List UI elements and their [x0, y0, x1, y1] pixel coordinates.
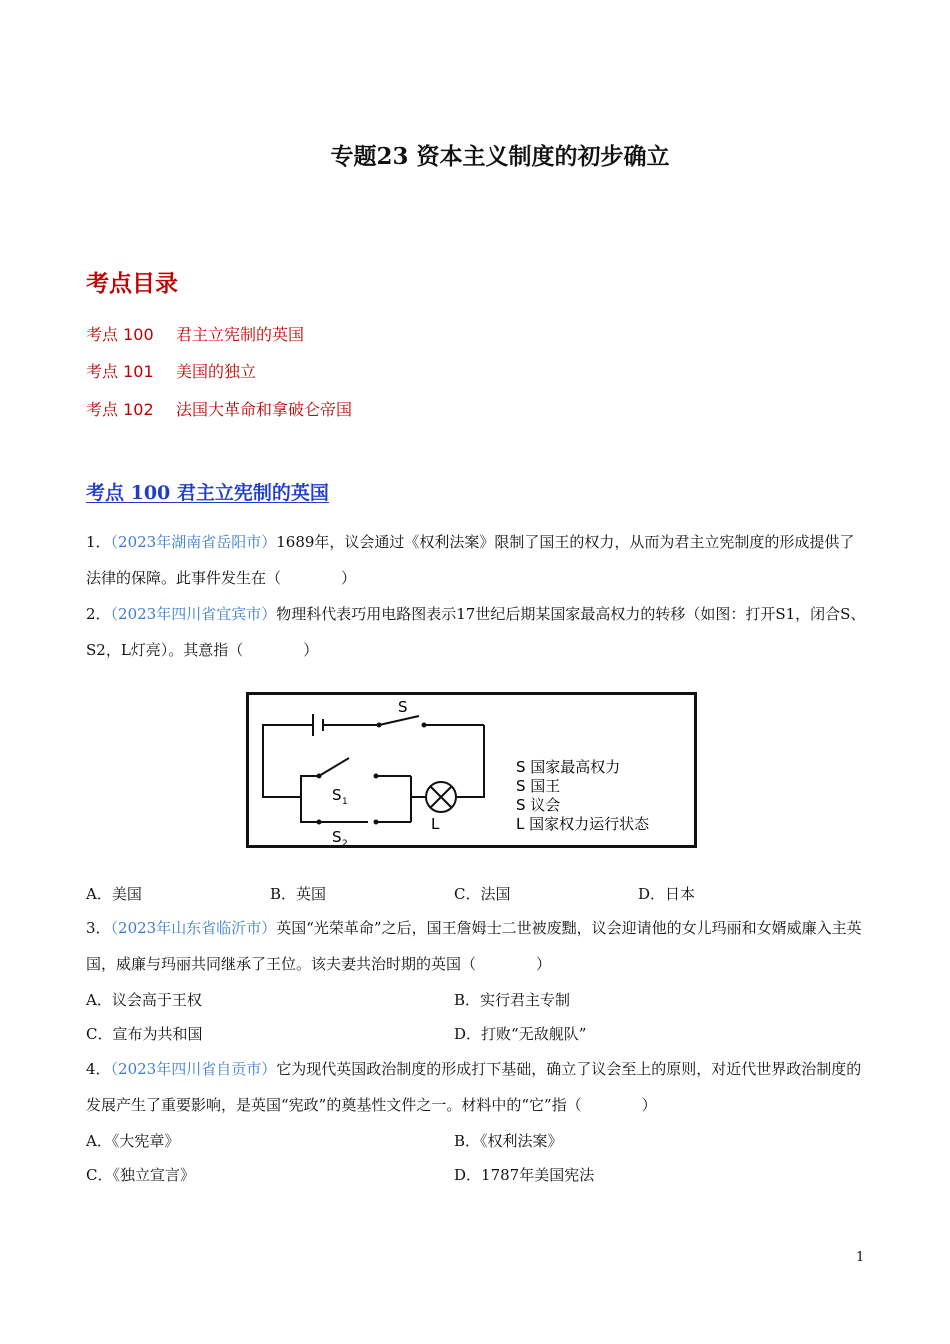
question-3 — [86, 910, 866, 982]
question-number: 2． — [86, 605, 111, 623]
q4-option-b[interactable]: B．《权利法案》 — [454, 1132, 563, 1150]
toc-heading: 考点目录 — [86, 271, 178, 297]
switch-s-blade — [379, 716, 419, 725]
question-number: 3． — [86, 919, 111, 937]
switch-s-label: S — [398, 698, 408, 716]
question-text: 物理科代表巧用电路图表示17世纪后期某国家最高权力的转移（如图：打开S1，闭合S、S2，L灯亮）。其意指（ ） — [86, 605, 866, 659]
toc-item-number: 考点 102 — [86, 400, 154, 419]
legend-line-4: L 国家权力运行状态 — [516, 815, 650, 833]
circuit-wires — [263, 714, 484, 822]
question-1 — [86, 524, 866, 596]
question-2 — [86, 596, 866, 668]
toc-item-100[interactable] — [86, 322, 304, 345]
question-text: 英国“光荣革命”之后，国王詹姆士二世被废黜，议会迎请他的女儿玛丽和女婿威廉入主英国，威廉与玛丽共同继承了王位。该夫妻共治时期的英国（ ） — [86, 919, 862, 973]
toc-item-label: 法国大革命和拿破仑帝国 — [176, 400, 353, 419]
q3-option-b[interactable]: B．实行君主专制 — [454, 991, 571, 1009]
switch-s1-blade — [319, 758, 349, 776]
section-heading[interactable]: 考点 100 君主立宪制的英国 — [86, 482, 329, 504]
switch-s1-label: S — [332, 786, 342, 804]
question-source: （2023年湖南省岳阳市） — [110, 533, 277, 551]
legend-line-2: S 国王 — [516, 777, 561, 795]
toc-item-number: 考点 101 — [86, 362, 154, 381]
toc-item-label: 美国的独立 — [176, 362, 257, 381]
legend-line-3: S 议会 — [516, 796, 561, 814]
question-4 — [86, 1051, 866, 1123]
switch-s2-subscript: 2 — [342, 839, 348, 848]
question-number: 4． — [86, 1060, 111, 1078]
page-number: 1 — [856, 1250, 865, 1265]
question-source: （2023年山东省临沂市） — [110, 919, 277, 937]
question-text: 它为现代英国政治制度的形成打下基础，确立了议会至上的原则，对近代世界政治制度的发展产生了重要影响，是英国“宪政”的奠基性文件之一。材料中的“它”指（ ） — [86, 1060, 862, 1114]
q2-option-d[interactable]: D．日本 — [638, 885, 696, 903]
q4-option-d[interactable]: D．1787年美国宪法 — [454, 1166, 595, 1184]
switch-s1-subscript: 1 — [342, 797, 348, 807]
switch-s2-label: S — [332, 828, 342, 846]
toc-item-number: 考点 100 — [86, 325, 154, 344]
circuit-diagram — [246, 692, 697, 848]
q4-option-c[interactable]: C．《独立宣言》 — [86, 1166, 195, 1184]
question-source: （2023年四川省宜宾市） — [110, 605, 277, 623]
lamp-label: L — [431, 815, 440, 833]
toc-item-101[interactable] — [86, 359, 256, 382]
q2-option-b[interactable]: B．英国 — [270, 885, 327, 903]
question-text: 1689年，议会通过《权利法案》限制了国王的权力，从而为君主立宪制度的形成提供了法律的保障。此事件发生在（ ） — [86, 533, 855, 587]
toc-item-102[interactable] — [86, 397, 352, 420]
q3-option-a[interactable]: A．议会高于王权 — [86, 991, 202, 1009]
q2-option-a[interactable]: A．美国 — [86, 885, 142, 903]
legend-line-1: S 国家最高权力 — [516, 758, 621, 776]
q4-option-a[interactable]: A．《大宪章》 — [86, 1132, 180, 1150]
page-title: 专题23 资本主义制度的初步确立 — [330, 143, 670, 170]
q3-option-d[interactable]: D．打败“无敌舰队” — [454, 1025, 587, 1043]
q3-option-c[interactable]: C．宣布为共和国 — [86, 1025, 203, 1043]
question-number: 1． — [86, 533, 111, 551]
toc-item-label: 君主立宪制的英国 — [176, 325, 305, 344]
q2-option-c[interactable]: C．法国 — [454, 885, 511, 903]
question-source: （2023年四川省自贡市） — [110, 1060, 277, 1078]
